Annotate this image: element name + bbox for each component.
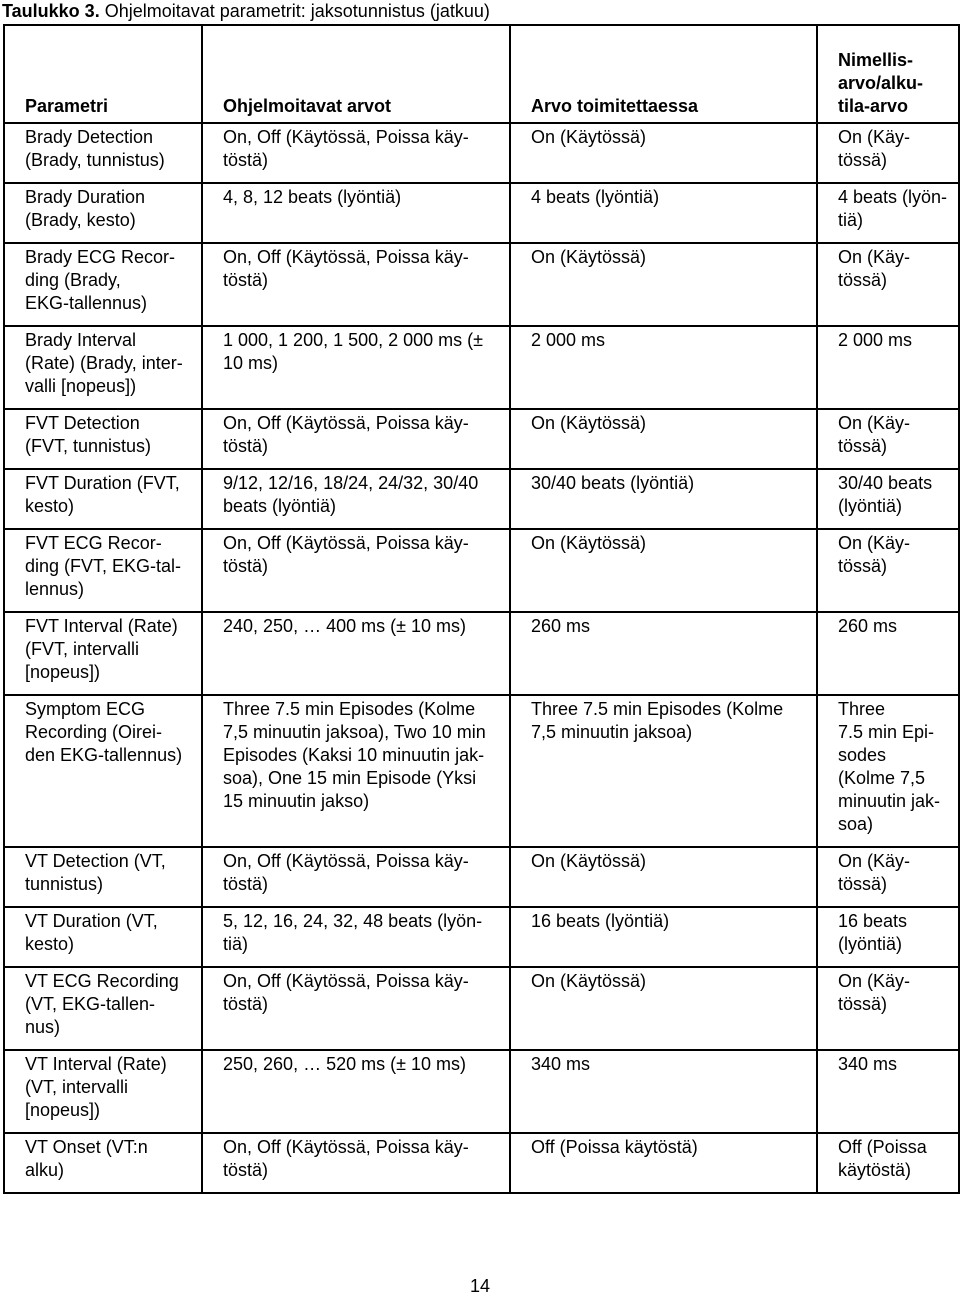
header-programmable-values: Ohjelmoitavat arvot bbox=[202, 25, 510, 123]
row-shipped-value-cell: On (Käytössä) bbox=[510, 123, 817, 183]
header-nominal-value: Nimellis- arvo/alku- tila-arvo bbox=[817, 25, 959, 123]
row-shipped-value-cell: Off (Poissa käytöstä) bbox=[510, 1133, 817, 1193]
table-row bbox=[4, 847, 959, 907]
row-shipped-value-cell: On (Käytössä) bbox=[510, 847, 817, 907]
row-nominal-value-cell: On (Käy- tössä) bbox=[817, 847, 959, 907]
table-row bbox=[4, 469, 959, 529]
row-nominal-value-cell: On (Käy- tössä) bbox=[817, 123, 959, 183]
row-parameter-cell: VT Interval (Rate) (VT, intervalli [nopeus]) bbox=[4, 1050, 202, 1133]
row-parameter-cell: Brady Interval (Rate) (Brady, inter- valli [nopeus]) bbox=[4, 326, 202, 409]
row-nominal-value-cell: On (Käy- tössä) bbox=[817, 529, 959, 612]
row-programmable-values-cell: 250, 260, … 520 ms (± 10 ms) bbox=[202, 1050, 510, 1133]
row-parameter-cell: Brady Detection (Brady, tunnistus) bbox=[4, 123, 202, 183]
row-nominal-value-cell: 260 ms bbox=[817, 612, 959, 695]
row-shipped-value-cell: On (Käytössä) bbox=[510, 529, 817, 612]
row-shipped-value-cell: On (Käytössä) bbox=[510, 967, 817, 1050]
row-nominal-value-cell: 16 beats (lyöntiä) bbox=[817, 907, 959, 967]
row-parameter-cell: FVT ECG Recor- ding (FVT, EKG-tal- lennus) bbox=[4, 529, 202, 612]
table-row bbox=[4, 243, 959, 326]
row-nominal-value-cell: On (Käy- tössä) bbox=[817, 967, 959, 1050]
row-shipped-value-cell: 30/40 beats (lyöntiä) bbox=[510, 469, 817, 529]
page-number: 14 bbox=[469, 1276, 491, 1296]
row-nominal-value-cell: 340 ms bbox=[817, 1050, 959, 1133]
row-shipped-value-cell: 340 ms bbox=[510, 1050, 817, 1133]
table-body bbox=[4, 123, 959, 1193]
row-parameter-cell: Brady ECG Recor- ding (Brady, EKG-tallennus) bbox=[4, 243, 202, 326]
row-shipped-value-cell: 4 beats (lyöntiä) bbox=[510, 183, 817, 243]
row-programmable-values-cell: Three 7.5 min Episodes (Kolme 7,5 minuutin jaksoa), Two 10 min Episodes (Kaksi 10 minuutin jak- soa), One 15 min Episode (Yksi 15 minuutin jakso) bbox=[202, 695, 510, 847]
row-parameter-cell: VT ECG Recording (VT, EKG-tallen- nus) bbox=[4, 967, 202, 1050]
row-shipped-value-cell: 260 ms bbox=[510, 612, 817, 695]
row-programmable-values-cell: 9/12, 12/16, 18/24, 24/32, 30/40 beats (lyöntiä) bbox=[202, 469, 510, 529]
row-shipped-value-cell: On (Käytössä) bbox=[510, 243, 817, 326]
table-row bbox=[4, 183, 959, 243]
row-nominal-value-cell: 2 000 ms bbox=[817, 326, 959, 409]
row-shipped-value-cell: On (Käytössä) bbox=[510, 409, 817, 469]
row-parameter-cell: VT Onset (VT:n alku) bbox=[4, 1133, 202, 1193]
table-row bbox=[4, 123, 959, 183]
row-nominal-value-cell: Three 7.5 min Epi- sodes (Kolme 7,5 minuutin jak- soa) bbox=[817, 695, 959, 847]
row-shipped-value-cell: Three 7.5 min Episodes (Kolme 7,5 minuutin jaksoa) bbox=[510, 695, 817, 847]
row-nominal-value-cell: On (Käy- tössä) bbox=[817, 243, 959, 326]
row-programmable-values-cell: On, Off (Käytössä, Poissa käy- töstä) bbox=[202, 529, 510, 612]
row-programmable-values-cell: On, Off (Käytössä, Poissa käy- töstä) bbox=[202, 847, 510, 907]
row-programmable-values-cell: 1 000, 1 200, 1 500, 2 000 ms (± 10 ms) bbox=[202, 326, 510, 409]
header-shipped-value: Arvo toimitettaessa bbox=[510, 25, 817, 123]
row-nominal-value-cell: Off (Poissa käytöstä) bbox=[817, 1133, 959, 1193]
table-caption-text: Ohjelmoitavat parametrit: jaksotunnistus (jatkuu) bbox=[99, 1, 490, 21]
row-parameter-cell: FVT Interval (Rate) (FVT, intervalli [nopeus]) bbox=[4, 612, 202, 695]
row-programmable-values-cell: On, Off (Käytössä, Poissa käy- töstä) bbox=[202, 1133, 510, 1193]
row-programmable-values-cell: On, Off (Käytössä, Poissa käy- töstä) bbox=[202, 967, 510, 1050]
row-parameter-cell: VT Detection (VT, tunnistus) bbox=[4, 847, 202, 907]
row-nominal-value-cell: 4 beats (lyön- tiä) bbox=[817, 183, 959, 243]
row-programmable-values-cell: On, Off (Käytössä, Poissa käy- töstä) bbox=[202, 243, 510, 326]
table-row bbox=[4, 1133, 959, 1193]
table-row bbox=[4, 612, 959, 695]
row-programmable-values-cell: On, Off (Käytössä, Poissa käy- töstä) bbox=[202, 123, 510, 183]
header-parameter: Parametri bbox=[4, 25, 202, 123]
row-shipped-value-cell: 16 beats (lyöntiä) bbox=[510, 907, 817, 967]
row-parameter-cell: Symptom ECG Recording (Oirei- den EKG-tallennus) bbox=[4, 695, 202, 847]
table-row bbox=[4, 326, 959, 409]
row-nominal-value-cell: On (Käy- tössä) bbox=[817, 409, 959, 469]
table-caption bbox=[2, 0, 490, 22]
row-programmable-values-cell: 4, 8, 12 beats (lyöntiä) bbox=[202, 183, 510, 243]
table-row bbox=[4, 967, 959, 1050]
row-programmable-values-cell: 5, 12, 16, 24, 32, 48 beats (lyön- tiä) bbox=[202, 907, 510, 967]
table-row bbox=[4, 409, 959, 469]
parameters-table bbox=[3, 24, 960, 1194]
table-row bbox=[4, 1050, 959, 1133]
row-nominal-value-cell: 30/40 beats (lyöntiä) bbox=[817, 469, 959, 529]
row-parameter-cell: FVT Detection (FVT, tunnistus) bbox=[4, 409, 202, 469]
row-parameter-cell: FVT Duration (FVT, kesto) bbox=[4, 469, 202, 529]
row-parameter-cell: VT Duration (VT, kesto) bbox=[4, 907, 202, 967]
row-shipped-value-cell: 2 000 ms bbox=[510, 326, 817, 409]
table-row bbox=[4, 695, 959, 847]
header-row bbox=[4, 25, 959, 123]
row-programmable-values-cell: 240, 250, … 400 ms (± 10 ms) bbox=[202, 612, 510, 695]
table-row bbox=[4, 907, 959, 967]
table-row bbox=[4, 529, 959, 612]
row-parameter-cell: Brady Duration (Brady, kesto) bbox=[4, 183, 202, 243]
table-caption-label: Taulukko 3. bbox=[2, 1, 100, 21]
row-programmable-values-cell: On, Off (Käytössä, Poissa käy- töstä) bbox=[202, 409, 510, 469]
